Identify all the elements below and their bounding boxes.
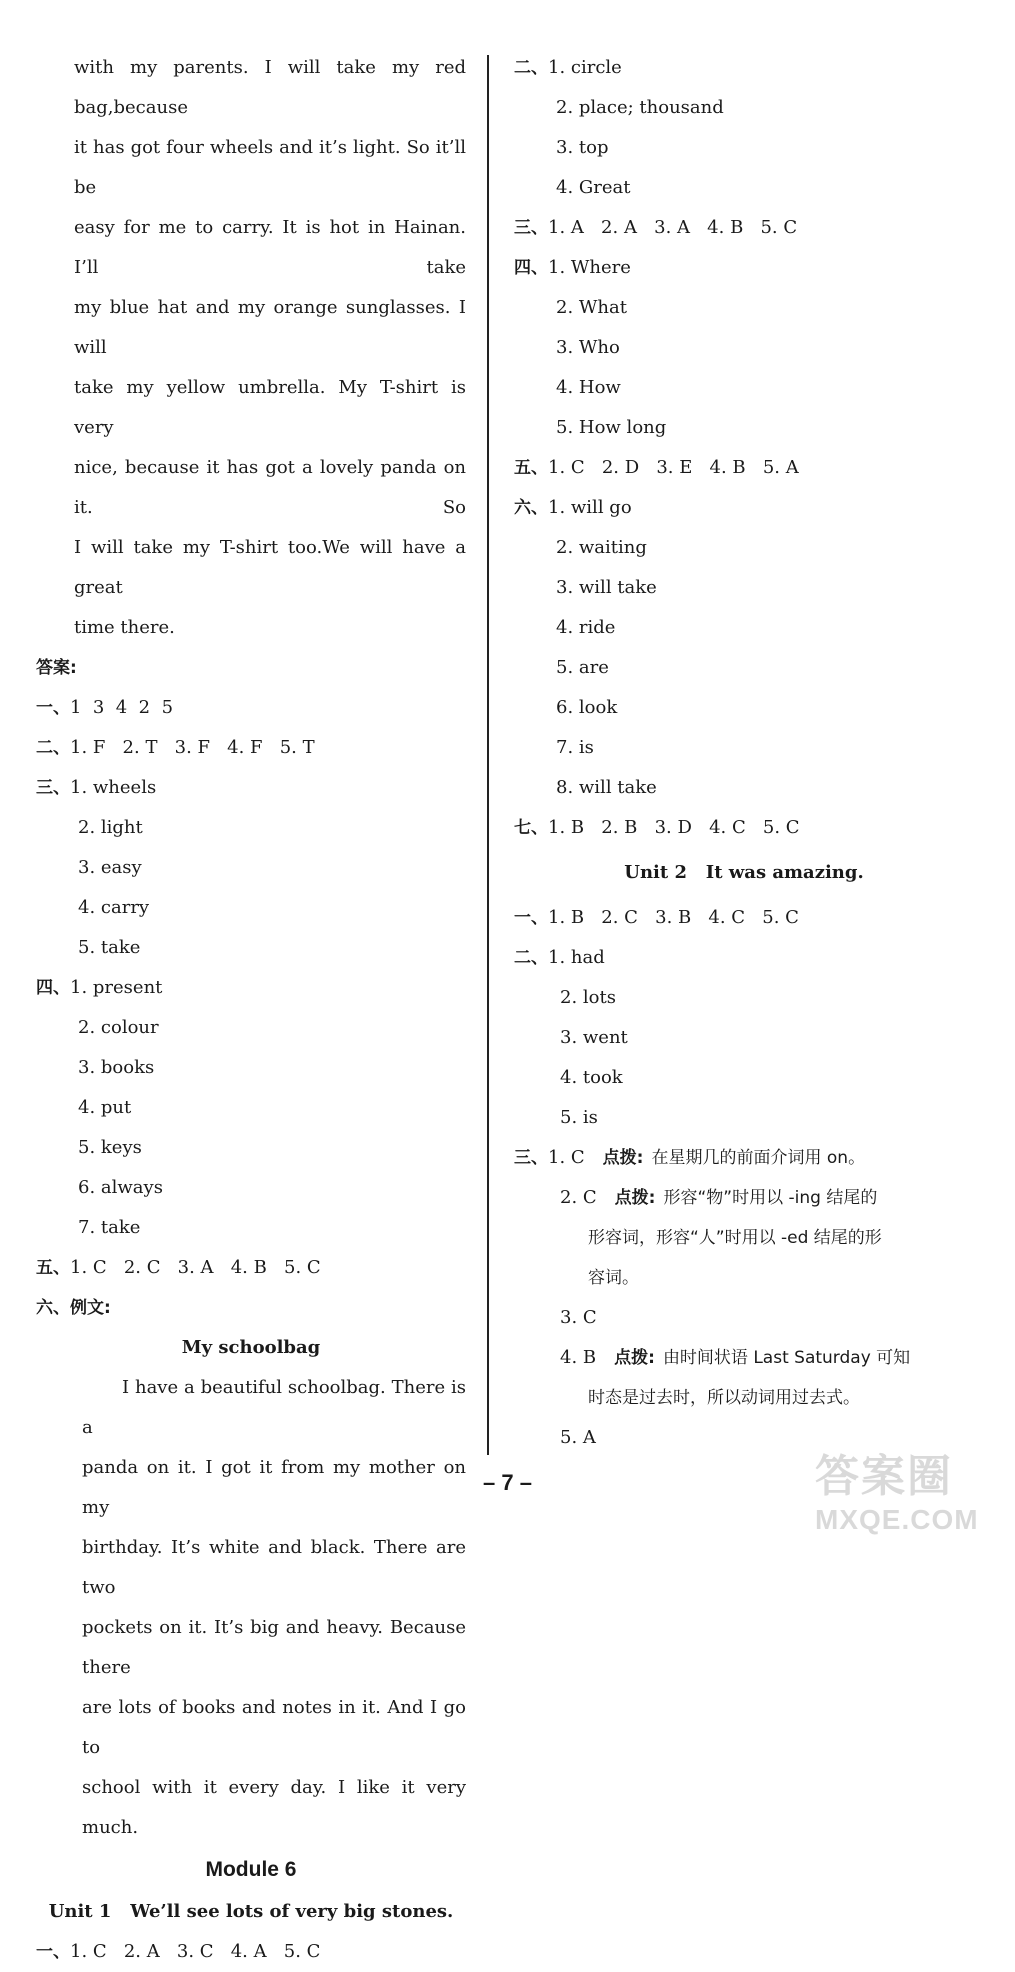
answer-item: 5. take	[78, 937, 141, 958]
answer-section	[36, 1248, 466, 1288]
answer-section	[514, 248, 974, 288]
answer-text: 1. F 2. T 3. F 4. F 5. T	[70, 737, 315, 758]
essay-line: pockets on it. It’s big and heavy. Because there	[82, 1617, 466, 1678]
answer-item: 4. ride	[556, 617, 616, 638]
tip-label: 点拨:	[614, 1188, 656, 1208]
answer-item: 7. is	[556, 737, 594, 758]
answer-item: 4. put	[78, 1097, 132, 1118]
essay-line: school with it every day. I like it very much.	[82, 1777, 466, 1838]
right-column	[514, 48, 974, 1458]
sample-essay	[36, 1368, 466, 1848]
answer-item: 5. keys	[78, 1137, 142, 1158]
tip-label: 点拨:	[614, 1348, 655, 1368]
answer-text: 1. B 2. B 3. D 4. C 5. C	[548, 817, 800, 838]
answer-item: 2. waiting	[556, 537, 647, 558]
passage-line: take my yellow umbrella. My T-shirt is very	[74, 377, 466, 438]
passage-line: my blue hat and my orange sunglasses. I will	[74, 297, 466, 358]
answer-item: 4. Great	[556, 177, 631, 198]
section-label: 一、	[36, 698, 70, 718]
answer-item: 4. carry	[78, 897, 150, 918]
answer-item: 2. lots	[560, 987, 616, 1008]
answer-item	[514, 1178, 974, 1218]
answer-item: 3. C	[560, 1307, 597, 1328]
answer-item: 3. Who	[556, 337, 620, 358]
answer-section	[514, 448, 974, 488]
section-label: 四、	[514, 258, 548, 278]
answer-item	[514, 1338, 974, 1378]
watermark-bottom: MXQE.COM	[815, 1504, 979, 1535]
answer-text: 1. will go	[548, 497, 632, 518]
section-label: 二、	[36, 738, 70, 758]
unit2-title: Unit 2 It was amazing.	[624, 862, 864, 883]
answer-item: 6. look	[556, 697, 618, 718]
answer-section	[36, 768, 466, 808]
left-column	[36, 48, 466, 1972]
section-label: 四、	[36, 978, 70, 998]
answer-section	[514, 808, 974, 848]
section-label: 六、	[514, 498, 548, 518]
tip-text: 形容词，形容“人”时用以 -ed 结尾的形	[588, 1228, 882, 1248]
essay-line: birthday. It’s white and black. There are two	[82, 1537, 466, 1598]
sample-title: My schoolbag	[181, 1337, 321, 1358]
answer-section	[36, 1932, 466, 1972]
answer-item: 3. easy	[78, 857, 142, 878]
passage-line: with my parents. I will take my red bag,because	[74, 57, 466, 118]
tip-text: 时态是过去时，所以动词用过去式。	[588, 1388, 860, 1408]
essay-line: panda on it. I got it from my mother on my	[82, 1457, 466, 1518]
tip-label: 点拨:	[602, 1148, 644, 1168]
answer-item: 3. will take	[556, 577, 657, 598]
answer-section	[514, 938, 974, 978]
answer-text: 1. Where	[548, 257, 631, 278]
answer-item: 7. take	[78, 1217, 141, 1238]
answer-item: 3. top	[556, 137, 609, 158]
answer-text: 1. C 2. A 3. C 4. A 5. C	[70, 1941, 321, 1962]
answer-item: 2. colour	[78, 1017, 159, 1038]
answer-item: 4. How	[556, 377, 621, 398]
answer-text: 1. C 2. D 3. E 4. B 5. A	[548, 457, 799, 478]
section-label: 二、	[514, 948, 548, 968]
answer-section	[514, 208, 974, 248]
answer-text: 1. C 2. C 3. A 4. B 5. C	[70, 1257, 321, 1278]
answer-item: 6. always	[78, 1177, 163, 1198]
passage-line: it has got four wheels and it’s light. So it’ll be	[74, 137, 466, 198]
answer-text: 1. had	[548, 947, 605, 968]
passage-line: time there.	[74, 617, 175, 638]
answer-item: 2. light	[78, 817, 143, 838]
answer-section	[36, 688, 466, 728]
section-label: 五、	[36, 1258, 70, 1278]
answer-item: 4. took	[560, 1067, 623, 1088]
section-label: 一、	[514, 908, 548, 928]
answer-section	[36, 728, 466, 768]
passage	[36, 48, 466, 648]
tip-text: 在星期几的前面介词用 on。	[651, 1148, 866, 1168]
answer-text: 1. B 2. C 3. B 4. C 5. C	[548, 907, 799, 928]
essay-line: I have a beautiful schoolbag. There is a	[82, 1377, 466, 1438]
answer-text: 1. C	[548, 1147, 585, 1168]
passage-line: nice, because it has got a lovely panda on it. So	[74, 457, 466, 518]
section-label: 五、	[514, 458, 548, 478]
section-label: 二、	[514, 58, 548, 78]
answer-item: 3. books	[78, 1057, 155, 1078]
answer-item: 3. went	[560, 1027, 628, 1048]
answer-text: 1. present	[70, 977, 163, 998]
answer-item: 2. place; thousand	[556, 97, 724, 118]
section-label: 七、	[514, 818, 548, 838]
section-label: 三、	[514, 218, 548, 238]
answer-text: 1 3 4 2 5	[70, 697, 174, 718]
tip-text: 由时间状语 Last Saturday 可知	[662, 1348, 911, 1368]
answer-item: 5. How long	[556, 417, 667, 438]
essay-line: are lots of books and notes in it. And I go to	[82, 1697, 466, 1758]
answer-section	[514, 1138, 974, 1178]
answer-item: 8. will take	[556, 777, 657, 798]
column-divider	[487, 55, 489, 1455]
answer-item: 5. is	[560, 1107, 598, 1128]
passage-line: easy for me to carry. It is hot in Hainan. I’ll take	[74, 217, 466, 278]
unit1-title: Unit 1 We’ll see lots of very big stones.	[48, 1901, 454, 1922]
answer-text: 4. B	[560, 1347, 597, 1368]
passage-line: I will take my T-shirt too.We will have a great	[74, 537, 466, 598]
sample-label: 六、例文:	[36, 1298, 111, 1318]
watermark-top: 答案圈	[815, 1451, 953, 1502]
tip-text: 容词。	[588, 1268, 639, 1288]
answer-item: 5. A	[560, 1427, 596, 1448]
answer-section	[36, 968, 466, 1008]
answer-text: 1. circle	[548, 57, 622, 78]
answer-item: 2. What	[556, 297, 627, 318]
watermark-logo	[815, 1440, 1005, 1535]
module-title: Module 6	[205, 1858, 297, 1881]
page-number: – 7 –	[483, 1470, 532, 1495]
section-label: 三、	[514, 1148, 548, 1168]
answer-text: 1. wheels	[70, 777, 157, 798]
answer-section	[514, 898, 974, 938]
answer-section	[514, 488, 974, 528]
section-label: 一、	[36, 1942, 70, 1962]
answer-item: 5. are	[556, 657, 609, 678]
answer-text: 2. C	[560, 1187, 597, 1208]
answer-text: 1. A 2. A 3. A 4. B 5. C	[548, 217, 798, 238]
answer-section	[514, 48, 974, 88]
answers-label: 答案:	[36, 658, 77, 678]
tip-text: 形容“物”时用以 -ing 结尾的	[663, 1188, 878, 1208]
section-label: 三、	[36, 778, 70, 798]
